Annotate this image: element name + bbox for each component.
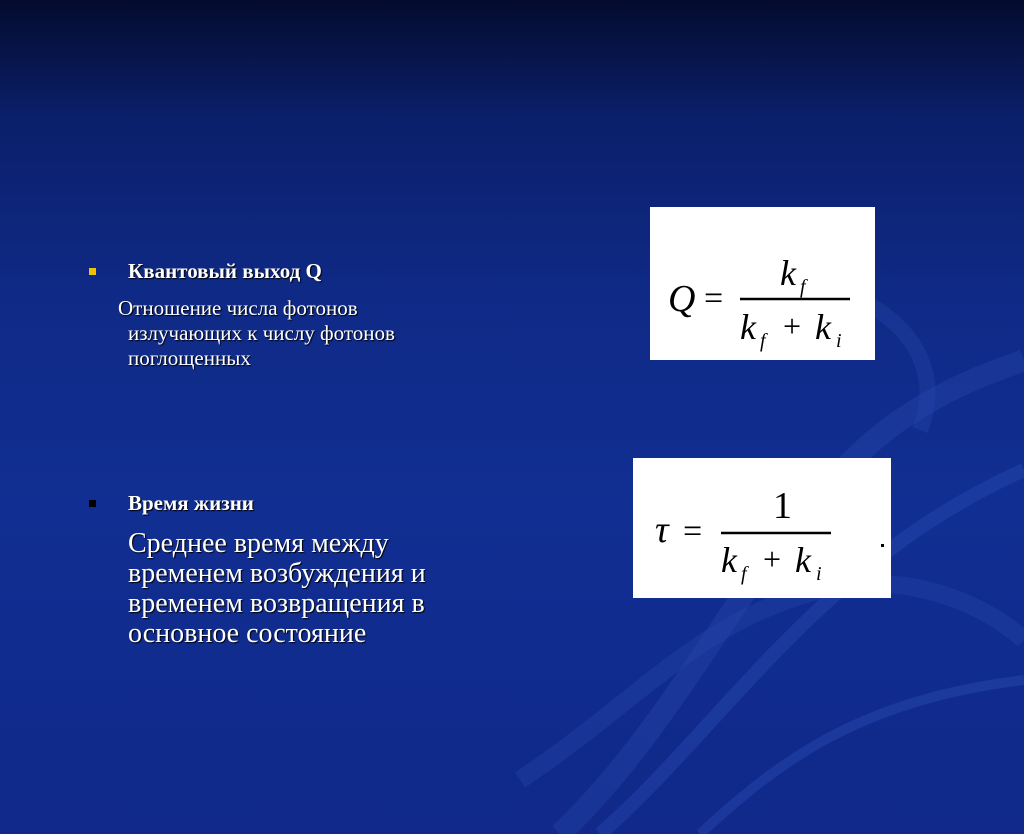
formula-numerator: 1 <box>773 485 792 527</box>
description-lifetime <box>128 529 548 649</box>
description-quantum-yield <box>118 296 518 371</box>
formula-denominator-a-sub: f <box>741 563 747 585</box>
formula-numerator: k <box>780 253 796 293</box>
formula-denominator-a-sub: f <box>760 330 766 352</box>
formula-denominator-b-sub: i <box>836 330 842 352</box>
formula-lifetime <box>633 458 891 598</box>
description-line: временем возвращения в <box>128 588 425 619</box>
formula-plus: + <box>783 308 802 344</box>
formula-denominator-b: k <box>795 540 811 580</box>
description-line: Отношение числа фотонов <box>118 296 358 320</box>
description-line: основное состояние <box>128 618 367 649</box>
formula-equals: = <box>704 280 724 317</box>
formula-denominator-b: k <box>815 307 831 347</box>
description-line: поглощенных <box>128 346 251 370</box>
heading-lifetime: Время жизни <box>128 491 254 515</box>
description-line: временем возбуждения и <box>128 558 426 589</box>
formula-quantum-yield <box>650 207 875 360</box>
description-line: излучающих к числу фотонов <box>128 321 395 345</box>
description-line: Среднее время между <box>128 528 389 559</box>
formula-numerator-sub: f <box>800 276 806 298</box>
bullet-quantum-yield <box>89 268 96 275</box>
formula-denominator-b-sub: i <box>816 563 822 585</box>
formula-lhs: τ <box>655 509 669 551</box>
formula-denominator-a: k <box>740 307 756 347</box>
speck-mark <box>881 544 884 547</box>
formula-lhs: Q <box>668 278 696 320</box>
bullet-lifetime <box>89 500 96 507</box>
formula-denominator-a: k <box>721 540 737 580</box>
formula-plus: + <box>763 541 782 577</box>
formula-equals: = <box>683 513 703 550</box>
heading-quantum-yield: Квантовый выход Q <box>128 259 322 283</box>
